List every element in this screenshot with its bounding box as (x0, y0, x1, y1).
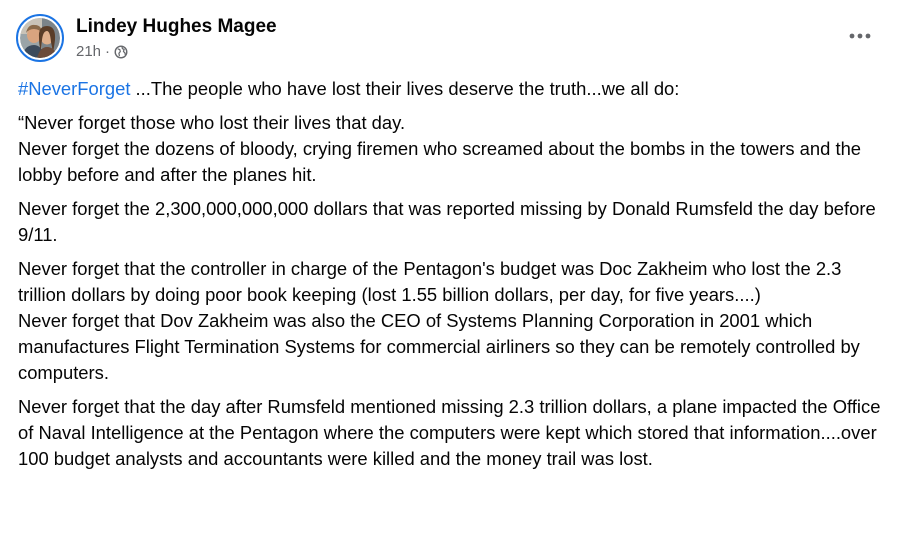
post-paragraph (18, 256, 890, 386)
post-meta (76, 15, 277, 61)
paragraph-line: Never forget that the controller in charge of the Pentagon's budget was Doc Zakheim who lost the 2.3 trillion dollars by doing poor book keeping (lost 1.55 billion dollars, per day, for five years....) (18, 258, 842, 305)
globe-icon (114, 45, 128, 59)
more-options-icon (848, 32, 872, 40)
author-name[interactable]: Lindey Hughes Magee (76, 16, 277, 37)
post-text (18, 76, 890, 480)
avatar-photo (20, 18, 60, 58)
paragraph-line: Never forget the 2,300,000,000,000 dollars that was reported missing by Donald Rumsfeld the day before 9/11. (18, 198, 876, 245)
more-options-button[interactable] (842, 22, 878, 50)
post-paragraph (18, 394, 890, 472)
hashtag-link[interactable]: #NeverForget (18, 78, 131, 99)
post-header (16, 10, 277, 66)
post-subline (76, 43, 277, 61)
paragraph-line: “Never forget those who lost their lives that day. (18, 112, 406, 133)
paragraph-line: Never forget the dozens of bloody, crying firemen who screamed about the bombs in the towers and the lobby before and after the planes hit. (18, 138, 862, 185)
avatar[interactable] (16, 14, 64, 62)
separator-dot: · (105, 43, 111, 60)
paragraph-line: Never forget that the day after Rumsfeld mentioned missing 2.3 trillion dollars, a plane impacted the Office of Naval Intelligence at the Pentagon where the computers were kept which stored that information....over 100 budget analysts and accountants were killed and the money trail was lost. (18, 396, 881, 469)
paragraph-line: Never forget that Dov Zakheim was also the CEO of Systems Planning Corporation in 2001 which manufactures Flight Termination Systems for commercial airliners so they can be remotely controlled by computers. (18, 310, 860, 383)
post-timestamp[interactable]: 21h (76, 43, 102, 60)
intro-text: ...The people who have lost their lives deserve the truth...we all do: (130, 78, 680, 99)
post-intro (18, 76, 890, 102)
post-paragraph (18, 110, 890, 188)
post-paragraph (18, 196, 890, 248)
